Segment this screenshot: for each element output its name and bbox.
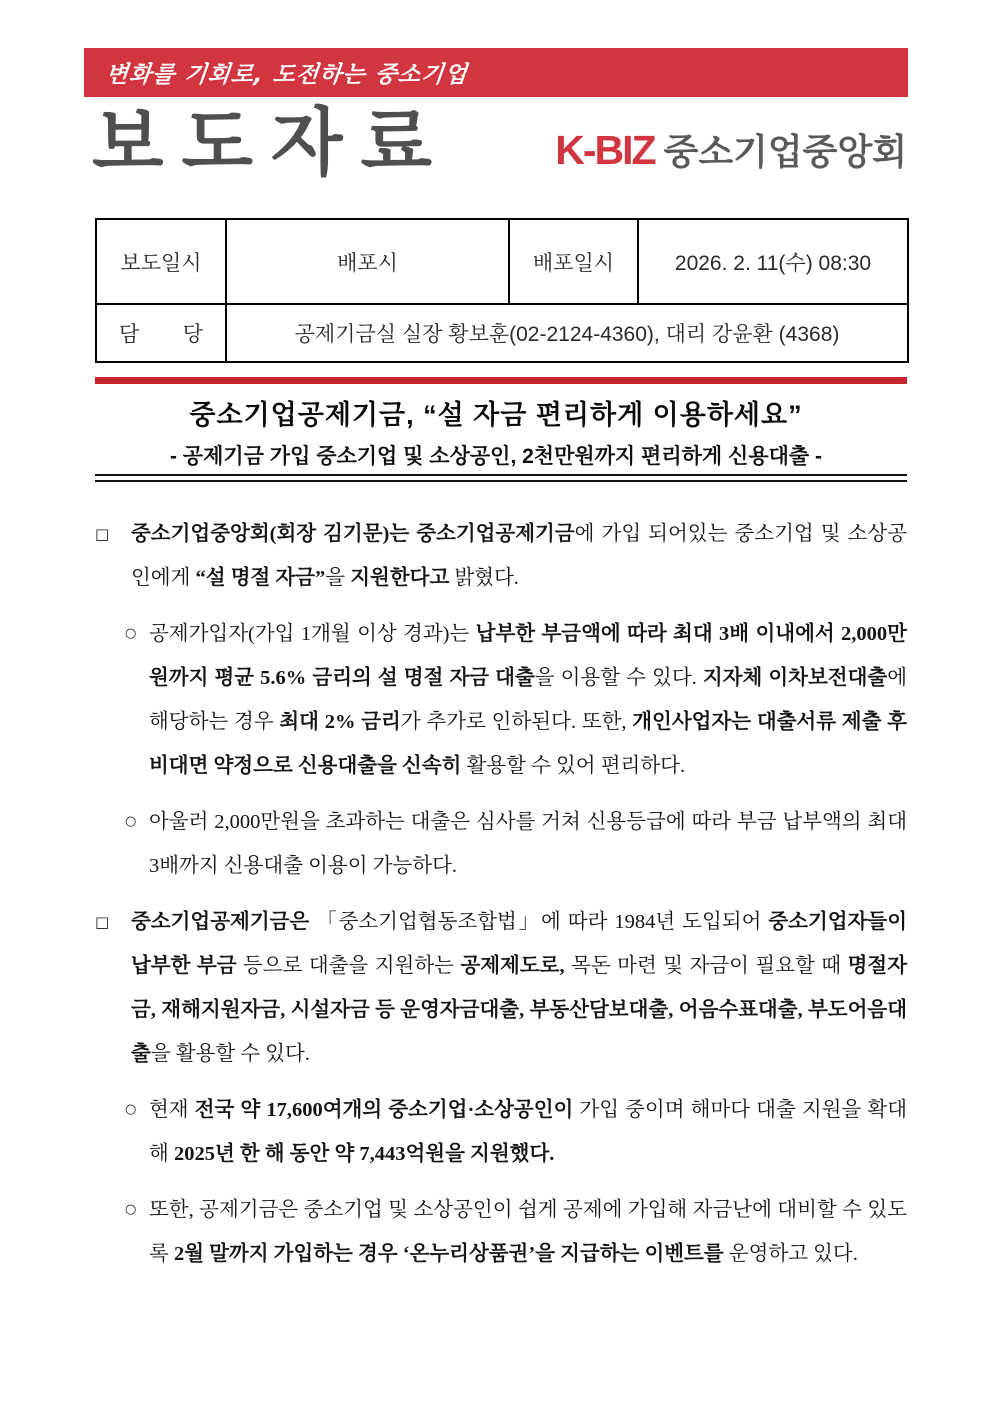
press-info-table [95, 218, 909, 363]
masthead [92, 98, 907, 193]
distribution-date-value: 2026. 2. 11(수) 08:30 [638, 219, 908, 304]
circle-bullet-icon: ○ [125, 1102, 137, 1117]
paragraph-text: 또한, 공제기금은 중소기업 및 소상공인이 쉽게 공제에 가입해 자금난에 대비할 수 있도록 2월 말까지 가입하는 경우 ‘온누리상품권’을 지급하는 이벤트를 운영하고 있다. [149, 1199, 907, 1265]
paragraph-text: 현재 전국 약 17,600여개의 중소기업·소상공인이 가입 중이며 해마다 대출 지원을 확대해 2025년 한 해 동안 약 7,443억원을 지원했다. [149, 1099, 908, 1165]
table-row-contact [96, 304, 908, 362]
banner-slogan: 변화를 기회로, 도전하는 중소기업 [104, 62, 469, 88]
paragraph-text: 중소기업공제기금은 「중소기업협동조합법」에 따라 1984년 도입되어 중소기업자들이 납부한 부금 등으로 대출을 지원하는 공제제도로, 목돈 마련 및 자금이 필요할 때 명절자금, 재해지원자금, 시설자금 등 운영자금대출, 부동산담보대출, 어음수표대출, 부도어음대출을 활용할 수 있다. [131, 911, 908, 1065]
contact-label: 담 당 [96, 304, 226, 362]
paragraph-text: 공제가입자(가입 1개월 이상 경과)는 납부한 부금액에 따라 최대 3배 이내에서 2,000만원까지 평균 5.6% 금리의 설 명절 자금 대출을 이용할 수 있다. 지자체 이차보전대출에 해당하는 경우 최대 2% 금리가 추가로 인하된다. 또한, 개인사업자는 대출서류 제출 후 비대면 약정으로 신용대출을 신속히 활용할 수 있어 편리하다. [149, 623, 907, 777]
paragraph [95, 1188, 907, 1276]
contact-value: 공제기금실 실장 황보훈(02-2124-4360), 대리 강윤환 (4368) [226, 304, 908, 362]
paragraph [95, 900, 907, 1076]
subheadline: - 공제기금 가입 중소기업 및 소상공인, 2천만원까지 편리하게 신용대출 - [169, 445, 823, 468]
kbiz-logo-text: K-BIZ [555, 127, 655, 173]
paragraph [95, 1088, 907, 1176]
headline: 중소기업공제기금, “설 자금 편리하게 이용하세요” [189, 400, 803, 430]
distribution-date-label: 배포일시 [509, 219, 638, 304]
body-paragraphs [95, 512, 907, 1276]
kbiz-logo [555, 124, 907, 175]
top-red-banner [84, 48, 908, 97]
paragraph-text: 아울러 2,000만원을 초과하는 대출은 심사를 거쳐 신용등급에 따라 부금 납부액의 최대 3배까지 신용대출 이용이 가능하다. [149, 811, 907, 877]
table-row-release [96, 219, 908, 304]
paragraph [95, 612, 907, 788]
double-divider-rule [95, 474, 907, 482]
document-type-title: 보도자료 [92, 101, 450, 184]
circle-bullet-icon: ○ [125, 626, 137, 641]
kbiz-company-name: 중소기업중앙회 [663, 131, 907, 172]
paragraph-text: 중소기업중앙회(회장 김기문)는 중소기업공제기금에 가입 되어있는 중소기업 및 소상공인에게 “설 명절 자금”을 지원한다고 밝혔다. [131, 523, 908, 589]
release-date-value: 배포시 [226, 219, 509, 304]
square-bullet-icon: □ [95, 913, 110, 931]
paragraph [95, 512, 907, 600]
red-divider-rule [95, 377, 907, 384]
circle-bullet-icon: ○ [125, 814, 137, 829]
circle-bullet-icon: ○ [125, 1202, 137, 1217]
release-date-label: 보도일시 [96, 219, 226, 304]
paragraph [95, 800, 907, 888]
square-bullet-icon: □ [95, 525, 110, 543]
